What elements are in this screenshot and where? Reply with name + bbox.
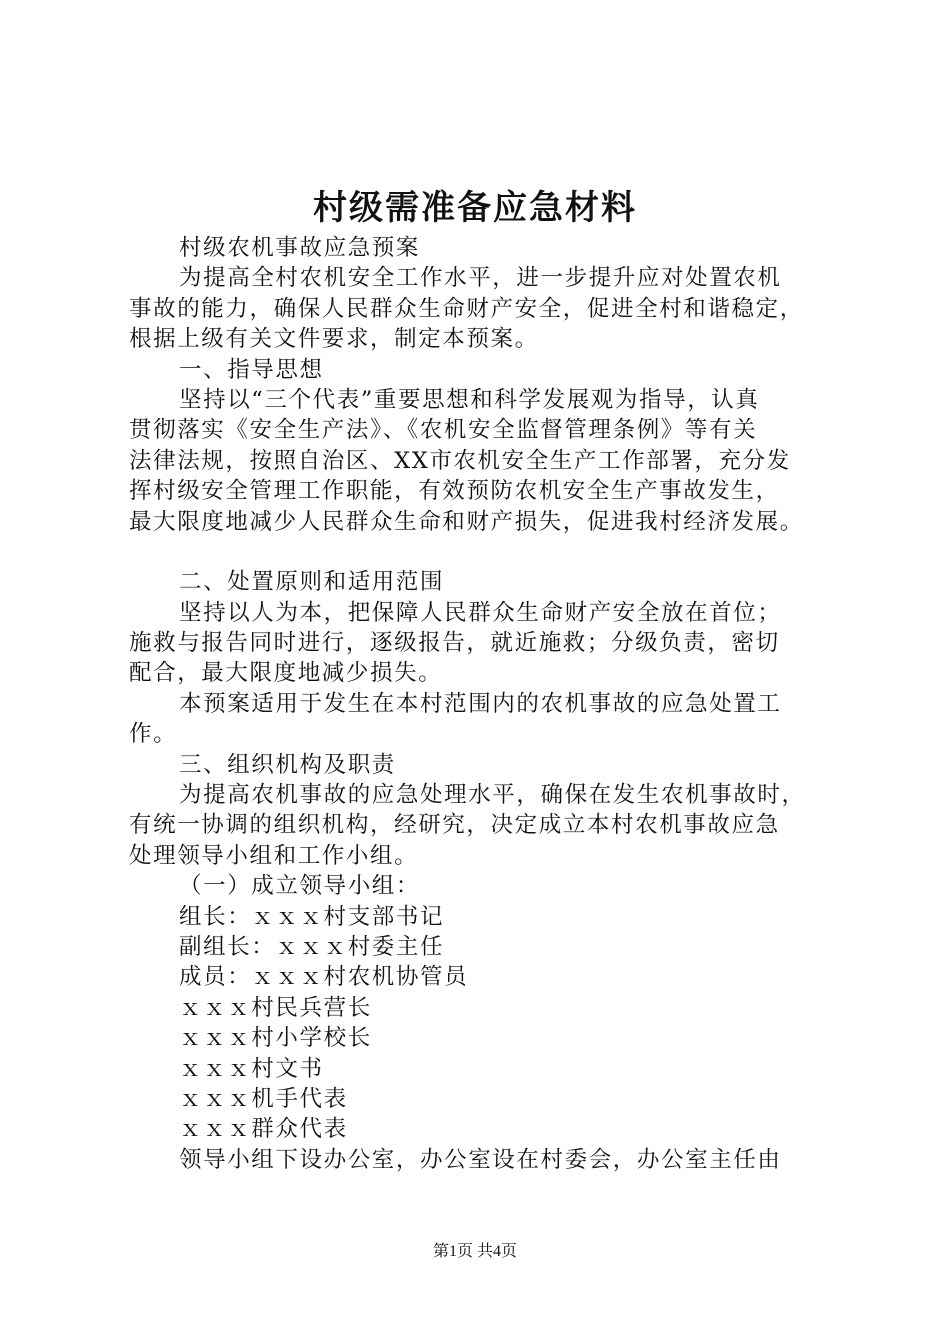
paragraph-line: 坚持以“三个代表”重要思想和科学发展观为指导，认真 (179, 386, 760, 413)
member-line: 副组长：ｘｘｘ村委主任 (179, 933, 445, 960)
document-body (129, 233, 849, 1175)
section-heading: 一、指导思想 (179, 356, 324, 383)
paragraph-line: 贯彻落实《安全生产法》、《农机安全监督管理条例》等有关 (129, 417, 758, 444)
page-footer: 第1页 共4页 (432, 1243, 517, 1260)
paragraph-line: 有统一协调的组织机构，经研究，决定成立本村农机事故应急 (129, 812, 780, 839)
member-line: ｘｘｘ村文书 (179, 1055, 324, 1082)
paragraph-line: 为提高全村农机安全工作水平，进一步提升应对处置农机 (179, 265, 782, 292)
document-title: 村级需准备应急材料 (313, 188, 637, 228)
member-line: ｘｘｘ村小学校长 (179, 1025, 372, 1052)
paragraph-gap (129, 537, 849, 567)
paragraph-line: 坚持以人为本，把保障人民群众生命财产安全放在首位； (179, 599, 782, 626)
subtitle-line: 村级农机事故应急预案 (179, 235, 421, 261)
paragraph-line: 挥村级安全管理工作职能，有效预防农机安全生产事故发生， (129, 478, 780, 505)
paragraph-line: 根据上级有关文件要求，制定本预案。 (129, 326, 539, 353)
section-heading: 三、组织机构及职责 (179, 751, 396, 778)
member-line: ｘｘｘ群众代表 (179, 1116, 348, 1143)
paragraph-line: 配合，最大限度地减少损失。 (129, 660, 443, 687)
paragraph-line: 事故的能力，确保人民群众生命财产安全，促进全村和谐稳定， (129, 295, 804, 322)
paragraph-line: 法律法规，按照自治区、XX市农机安全生产工作部署，充分发 (129, 447, 791, 474)
section-heading: 二、处置原则和适用范围 (179, 569, 445, 596)
paragraph-line: 作。 (129, 721, 178, 748)
paragraph-line: 施救与报告同时进行，逐级报告，就近施救；分级负责，密切 (129, 630, 780, 657)
paragraph-line: 本预案适用于发生在本村范围内的农机事故的应急处置工 (179, 690, 782, 717)
member-line: ｘｘｘ机手代表 (179, 1085, 348, 1112)
member-line: 组长：ｘｘｘ村支部书记 (179, 903, 445, 930)
paragraph-line: 处理领导小组和工作小组。 (129, 842, 419, 869)
paragraph-line: 为提高农机事故的应急处理水平，确保在发生农机事故时， (179, 782, 806, 809)
member-line: ｘｘｘ村民兵营长 (179, 994, 372, 1021)
member-line: 成员：ｘｘｘ村农机协管员 (179, 964, 469, 991)
subsection-heading: （一）成立领导小组： (179, 873, 421, 900)
paragraph-line: 领导小组下设办公室，办公室设在村委会，办公室主任由 (179, 1146, 782, 1173)
paragraph-line: 最大限度地减少人民群众生命和财产损失，促进我村经济发展。 (129, 508, 804, 535)
